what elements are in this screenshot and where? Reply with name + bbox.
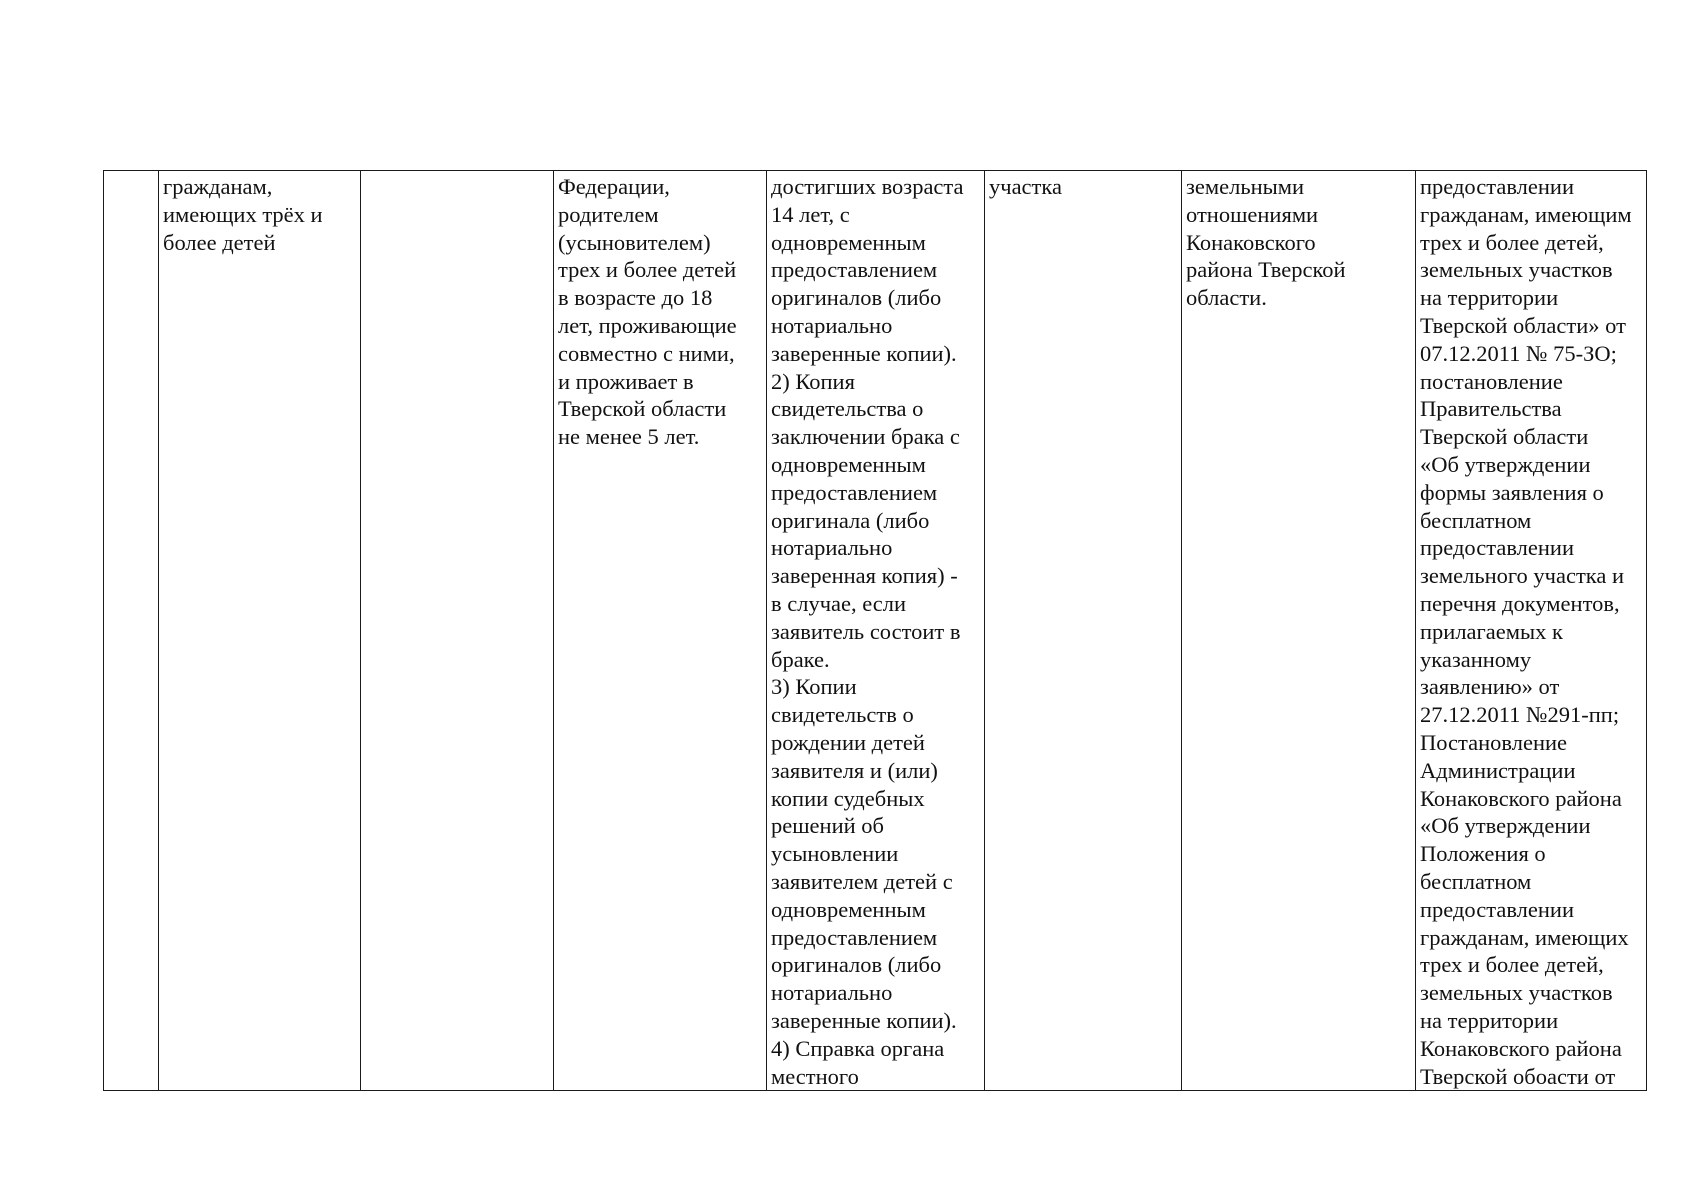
cell-category: гражданам, имеющих трёх и более детей [159,171,361,1091]
cell-number [104,171,159,1091]
cell-required-documents: достигших возраста 14 лет, с одновременным предоставлением оригиналов (либо нотариально заверенные копии). 2) Копия свидетельства о заключении брака с одновременным предоставлением оригинала (либо нотариально заверенная копия) - в случае, если заявитель состоит в браке. 3) Копии свидетельств о рождении детей заявителя и (или) копии судебных решений об усыновлении заявителем детей с одновременным предоставлением оригиналов (либо нотариально заверенные копии). 4) Справка органа местного [767,171,985,1091]
cell-empty [361,171,554,1091]
cell-applicant-requirements: Федерации, родителем (усыновителем) трех и более детей в возрасте до 18 лет, проживающие совместно с ними, и проживает в Тверской области не менее 5 лет. [554,171,767,1091]
cell-subject: участка [985,171,1182,1091]
table-row [104,171,1647,1091]
cell-responsible-body: земельными отношениями Конаковского района Тверской области. [1182,171,1416,1091]
document-table [103,170,1647,1091]
cell-legal-basis: предоставлении гражданам, имеющим трех и более детей, земельных участков на территории Тверской области» от 07.12.2011 № 75-ЗО; постановление Правительства Тверской области «Об утверждении формы заявления о бесплатном предоставлении земельного участка и перечня документов, прилагаемых к указанному заявлению» от 27.12.2011 №291-пп; Постановление Администрации Конаковского района «Об утверждении Положения о бесплатном предоставлении гражданам, имеющих трех и более детей, земельных участков на территории Конаковского района Тверской обоасти от [1416,171,1647,1091]
